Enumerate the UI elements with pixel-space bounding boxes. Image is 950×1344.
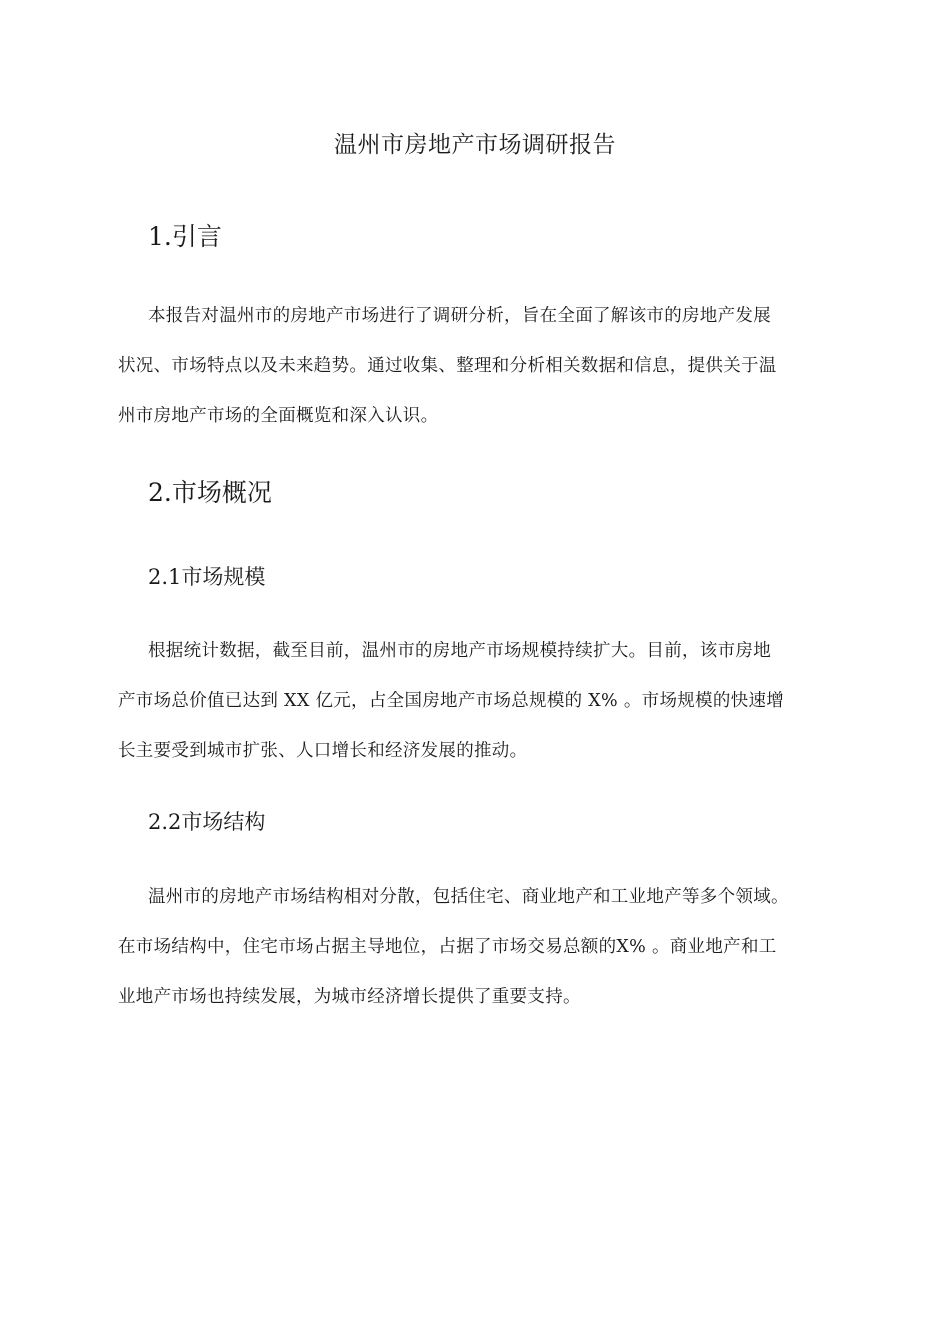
paragraph-line: 长主要受到城市扩张、人口增长和经济发展的推动。	[118, 741, 528, 761]
document-title: 温州市房地产市场调研报告	[334, 132, 616, 158]
section-heading-introduction: 1.引言	[148, 222, 222, 251]
subsection-heading-market-size: 2.1市场规模	[148, 565, 266, 589]
paragraph-line: 产市场总价值已达到 XX 亿元，占全国房地产市场总规模的 X% 。市场规模的快速增	[118, 691, 785, 711]
paragraph-line: 状况、市场特点以及未来趋势。通过收集、整理和分析相关数据和信息，提供关于温	[118, 356, 777, 376]
paragraph-line: 在市场结构中，住宅市场占据主导地位，占据了市场交易总额的X% 。商业地产和工	[118, 937, 777, 957]
paragraph-line: 温州市的房地产市场结构相对分散，包括住宅、商业地产和工业地产等多个领域。	[148, 887, 789, 907]
paragraph-line: 业地产市场也持续发展，为城市经济增长提供了重要支持。	[118, 987, 581, 1007]
section-heading-market-overview: 2.市场概况	[148, 478, 272, 507]
paragraph-line: 州市房地产市场的全面概览和深入认识。	[118, 406, 439, 426]
paragraph-line: 本报告对温州市的房地产市场进行了调研分析，旨在全面了解该市的房地产发展	[148, 306, 771, 326]
subsection-heading-market-structure: 2.2市场结构	[148, 810, 266, 834]
paragraph-line: 根据统计数据，截至目前，温州市的房地产市场规模持续扩大。目前，该市房地	[148, 641, 771, 661]
